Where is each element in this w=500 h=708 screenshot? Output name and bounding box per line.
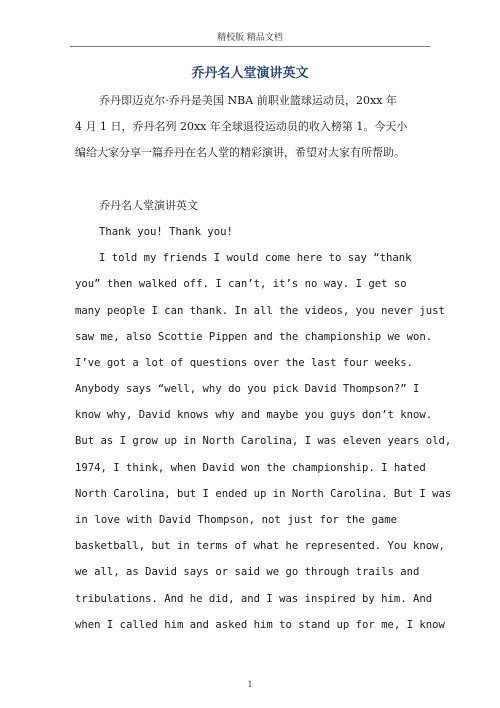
document-title: 乔丹名人堂演讲英文 — [191, 66, 309, 81]
speech-line: tribulations. And he did, and I was inspired by him. And — [75, 592, 433, 605]
speech-line: Anybody says “well, why do you pick David Thompson?” I — [75, 383, 420, 396]
page-number: 1 — [247, 680, 253, 689]
page-header: 精校版 精品文档 — [217, 33, 283, 43]
speech-line: in love with David Thompson, not just for the game — [75, 514, 397, 526]
speech-line: you” then walked off. I can’t, it’s no way. I get so — [75, 278, 407, 291]
document-body — [75, 88, 452, 638]
speech-line: 1974, I think, when David won the championship. I hated — [75, 461, 426, 474]
speech-line: North Carolina, but I ended up in North Carolina. But I was — [75, 487, 452, 500]
section-heading: 乔丹名人堂演讲英文 — [99, 198, 198, 212]
speech-line: many people I can thank. In all the videos, you never just — [75, 304, 445, 317]
intro-line: 4 月 1 日，乔丹名列 20xx 年全球退役运动员的收入榜第 1。今天小 — [75, 120, 408, 134]
speech-line: I told my friends I would come here to say “thank — [99, 252, 412, 265]
speech-line: I’ve got a lot of questions over the last four weeks. — [75, 356, 414, 369]
speech-line: saw me, also Scottie Pippen and the championship we won. — [75, 330, 433, 343]
speech-line: know why, David knows why and maybe you guys don’t know. — [75, 409, 433, 422]
blank-line — [75, 167, 397, 193]
speech-line: basketball, but in terms of what he represented. You know, — [75, 540, 445, 553]
intro-line: 乔丹即迈克尔·乔丹是美国 NBA 前职业篮球运动员，20xx 年 — [99, 94, 397, 107]
intro-line: 编给大家分享一篇乔丹在名人堂的精彩演讲，希望对大家有所帮助。 — [75, 146, 405, 160]
speech-line: we all, as David says or said we go through trails and — [75, 566, 420, 579]
speech-line: when I called him and asked him to stand up for me, I know — [75, 618, 445, 631]
speech-line: But as I grow up in North Carolina, I was eleven years old, — [75, 435, 452, 448]
header-divider — [70, 46, 430, 47]
speech-line: Thank you! Thank you! — [99, 225, 233, 238]
